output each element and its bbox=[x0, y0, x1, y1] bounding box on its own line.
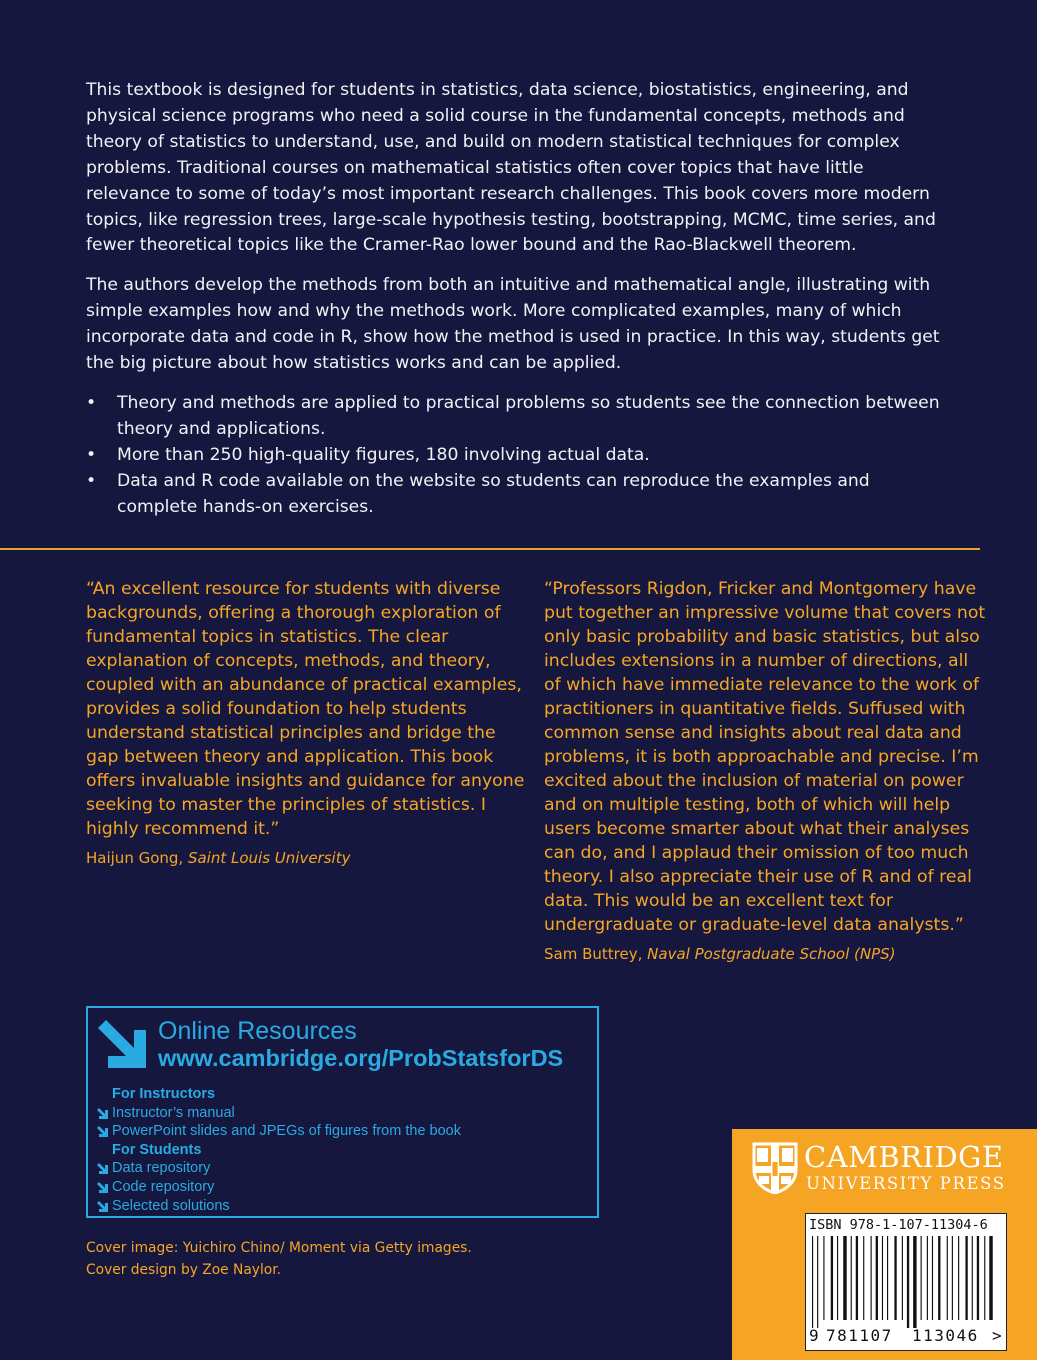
barcode-bar bbox=[817, 1236, 818, 1328]
cambridge-crest-icon bbox=[752, 1142, 798, 1194]
barcode-bar bbox=[851, 1236, 852, 1320]
arrow-down-right-icon bbox=[97, 1201, 108, 1212]
feature-bullet-2: • More than 250 high-quality figures, 180 involving actual data. bbox=[86, 443, 946, 469]
description-block bbox=[86, 78, 946, 521]
barcode-bar bbox=[812, 1236, 813, 1328]
barcode-bar bbox=[863, 1236, 864, 1320]
resource-item-label: Selected solutions bbox=[112, 1197, 230, 1214]
barcode-bars bbox=[810, 1236, 1000, 1328]
barcode-bar bbox=[913, 1236, 916, 1328]
isbn-text: ISBN 978-1-107-11304-6 bbox=[809, 1217, 988, 1233]
feature-bullet-3: • Data and R code available on the website so students can reproduce the examples and complete hands-on exercises. bbox=[86, 469, 946, 521]
orange-divider bbox=[0, 548, 980, 550]
cover-image-credit: Cover image: Yuichiro Chino/ Moment via Getty images. bbox=[86, 1240, 472, 1256]
resource-item-label: Code repository bbox=[112, 1178, 215, 1195]
barcode-bar bbox=[894, 1236, 896, 1320]
arrow-down-right-icon bbox=[97, 1163, 108, 1174]
cover-design-credit: Cover design by Zoe Naylor. bbox=[86, 1262, 282, 1278]
resources-list bbox=[96, 1085, 461, 1215]
cover-credits bbox=[86, 1237, 472, 1281]
feature-list bbox=[86, 391, 946, 521]
resource-item-label: Data repository bbox=[112, 1160, 211, 1177]
barcode-bar bbox=[989, 1236, 992, 1320]
quote-2-text: “Professors Rigdon, Fricker and Montgomery have put together an impressive volume that covers not only basic probability and basic statistics, but also includes extensions in a number of directions, all of which have immediate relevance to the work of practitioners in quantitative fields. Suffused with common sense and insights about real data and problems, it is both approachable and precise. I’m excited about the inclusion of material on power and on multiple testing, both of which will help users become smarter about what their analyses can do, and I applaud their omission of too much theory. I also appreciate their use of R and of real data. This would be an excellent text for undergraduate or graduate-level data analysts.” bbox=[544, 579, 986, 935]
students-heading: For Students bbox=[112, 1141, 202, 1158]
quote-1-affiliation: Saint Louis University bbox=[187, 849, 351, 867]
barcode-bar bbox=[887, 1236, 888, 1320]
publisher-panel bbox=[732, 1129, 1037, 1360]
barcode-digits-left: 781107 bbox=[826, 1326, 893, 1345]
resource-item-label: PowerPoint slides and JPEGs of figures from the book bbox=[112, 1123, 461, 1140]
arrow-down-right-icon bbox=[97, 1108, 108, 1119]
barcode-bar bbox=[977, 1236, 979, 1320]
barcode-bar bbox=[984, 1236, 985, 1320]
barcode-bar bbox=[932, 1236, 933, 1320]
barcode-bar bbox=[882, 1236, 883, 1320]
barcode-bar bbox=[952, 1236, 953, 1320]
barcode-bar bbox=[921, 1236, 922, 1320]
barcode-bar bbox=[871, 1236, 872, 1320]
online-resources-title: Online Resources bbox=[158, 1017, 357, 1045]
quote-2-affiliation: Naval Postgraduate School (NPS) bbox=[647, 945, 896, 963]
barcode-bar bbox=[876, 1236, 878, 1320]
barcode-bar bbox=[837, 1236, 838, 1320]
resource-item[interactable] bbox=[96, 1122, 461, 1141]
barcode-bar bbox=[902, 1236, 903, 1320]
resource-item[interactable] bbox=[96, 1104, 461, 1123]
quote-1-attribution bbox=[86, 848, 526, 868]
barcode-bar bbox=[907, 1236, 909, 1328]
resource-item[interactable] bbox=[96, 1178, 461, 1197]
online-resources-box bbox=[86, 1006, 599, 1218]
barcode-bar bbox=[823, 1236, 824, 1320]
instructors-heading: For Instructors bbox=[112, 1086, 216, 1102]
barcode-bar bbox=[938, 1236, 940, 1320]
resource-item-label: Instructor’s manual bbox=[112, 1104, 235, 1121]
online-resources-url[interactable]: www.cambridge.org/ProbStatsforDS bbox=[158, 1045, 564, 1071]
arrow-down-right-icon bbox=[96, 1018, 148, 1070]
publisher-subtitle: UNIVERSITY PRESS bbox=[806, 1174, 1006, 1193]
description-paragraph-1: This textbook is designed for students in statistics, data science, biostatistics, engineering, and physical science programs who need a solid course in the fundamental concepts, methods and theory of statistics to understand, use, and build on modern statistical techniques for complex problems. Traditional courses on mathematical statistics often cover topics that have little relevance to some of today’s most important research challenges. This book covers more modern topics, like regression trees, large-scale hypothesis testing, bootstrapping, MCMC, time series, and fewer theoretical topics like the Cramer-Rao lower bound and the Rao-Blackwell theorem. bbox=[86, 80, 936, 256]
barcode-bar bbox=[972, 1236, 973, 1320]
barcode-digit-first: 9 bbox=[809, 1326, 819, 1345]
barcode-bar bbox=[947, 1236, 948, 1320]
barcode-bar bbox=[843, 1236, 846, 1320]
publisher-name: CAMBRIDGE bbox=[804, 1140, 1004, 1174]
barcode-bar bbox=[958, 1236, 959, 1320]
quote-2-attribution bbox=[544, 944, 986, 964]
barcode-bar bbox=[927, 1236, 928, 1320]
description-paragraph-2: The authors develop the methods from both an intuitive and mathematical angle, illustrating with simple examples how and why the methods work. More complicated examples, many of which incorporate data and code in R, show how the method is used in practice. In this way, students get the big picture about how statistics works and can be applied. bbox=[86, 275, 940, 374]
isbn-barcode bbox=[805, 1213, 1007, 1351]
barcode-digits-right: 113046 bbox=[912, 1326, 979, 1345]
barcode-bar bbox=[831, 1236, 833, 1320]
resource-item[interactable] bbox=[96, 1197, 461, 1216]
barcode-arrow: > bbox=[992, 1326, 1002, 1345]
arrow-down-right-icon bbox=[97, 1126, 108, 1137]
resource-item[interactable] bbox=[96, 1159, 461, 1178]
endorsement-quote-2 bbox=[544, 577, 986, 964]
feature-bullet-1: • Theory and methods are applied to practical problems so students see the connection between theory and applications. bbox=[86, 391, 946, 443]
quote-2-author: Sam Buttrey, bbox=[544, 945, 643, 963]
barcode-bar bbox=[965, 1236, 967, 1320]
barcode-bar bbox=[856, 1236, 858, 1320]
quote-1-author: Haijun Gong, bbox=[86, 849, 184, 867]
arrow-down-right-icon bbox=[97, 1182, 108, 1193]
endorsement-quote-1 bbox=[86, 577, 526, 868]
quote-1-text: “An excellent resource for students with diverse backgrounds, offering a thorough exploration of fundamental topics in statistics. The clear explanation of concepts, methods, and theory, coupled with an abundance of practical examples, provides a solid foundation to help students understand statistical principles and bridge the gap between theory and application. This book offers invaluable insights and guidance for anyone seeking to master the principles of statistics. I highly recommend it.” bbox=[86, 579, 525, 839]
